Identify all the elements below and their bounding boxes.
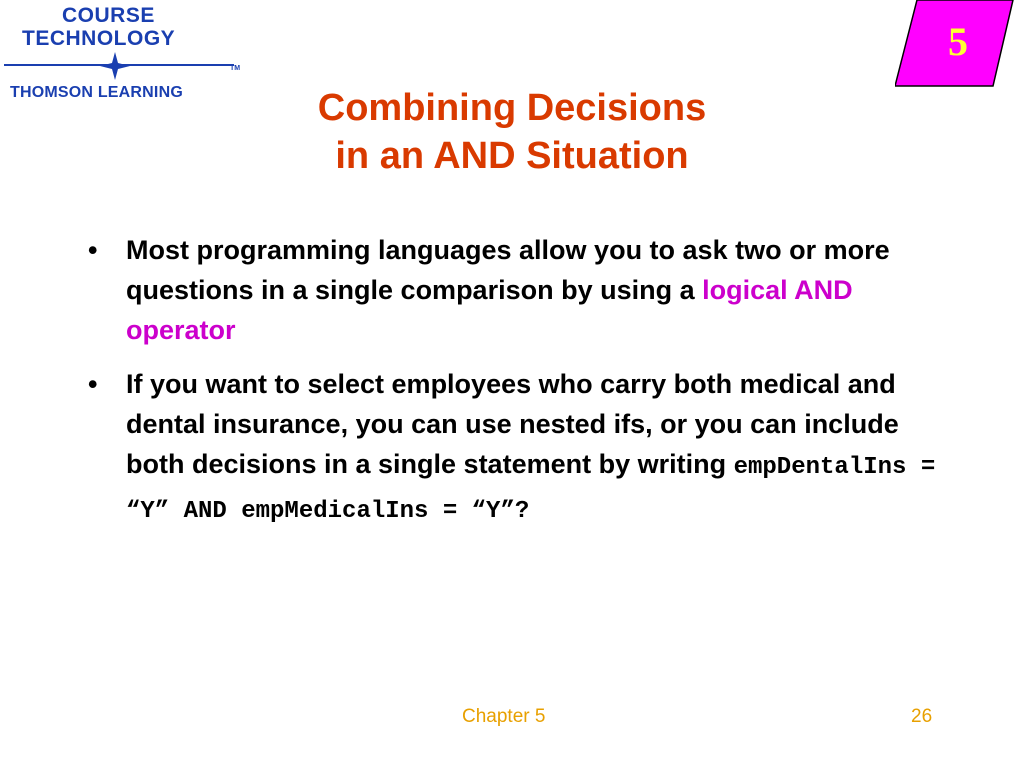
- bullet-item-2: [88, 364, 948, 532]
- logo-course-text: COURSE: [62, 4, 155, 27]
- bullet-marker: •: [88, 235, 98, 265]
- bullet-list: [88, 230, 948, 546]
- chapter-badge-number: 5: [948, 19, 968, 64]
- code-snippet-line2: “Y” AND empMedicalIns = “Y”?: [126, 498, 530, 525]
- highlight-term: logical AND operator: [126, 275, 853, 345]
- bullet-text: If you want to select employees who carry both medical and dental insurance, you can use nested ifs, or you can include both decisions in a single statement by writing: [126, 369, 899, 479]
- bullet-text: Most programming languages allow you to ask two or more questions in a single comparison by using a: [126, 235, 890, 305]
- bullet-marker: •: [88, 369, 98, 399]
- bullet-item-1: [88, 230, 948, 350]
- footer-chapter-label: Chapter 5: [462, 706, 546, 727]
- logo-star-icon: [100, 52, 130, 80]
- code-snippet-line1: empDentalIns =: [733, 454, 936, 481]
- slide-title-line1: Combining Decisions: [317, 87, 707, 129]
- logo-technology-text: TECHNOLOGY: [22, 27, 176, 50]
- logo-thomson-text: THOMSON LEARNING: [10, 84, 183, 101]
- footer-page-number: 26: [911, 706, 933, 727]
- logo-trademark: TM: [230, 65, 241, 72]
- slide-title-line2: in an AND Situation: [335, 135, 689, 177]
- slide-title: [200, 84, 824, 180]
